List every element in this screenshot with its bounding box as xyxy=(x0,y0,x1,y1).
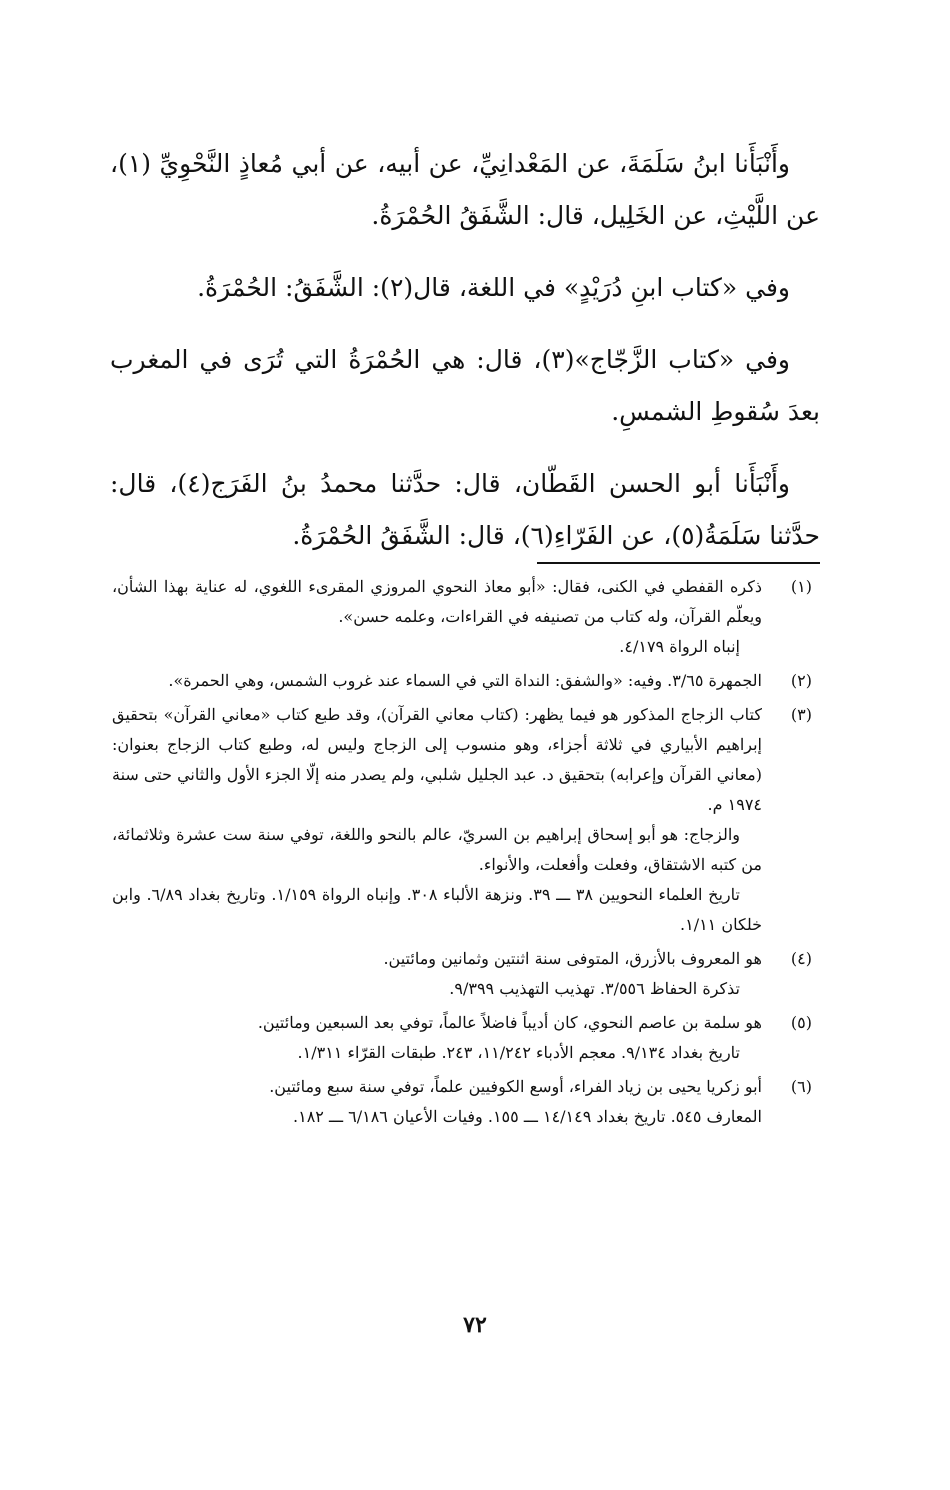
footnote-4 xyxy=(112,944,820,1004)
footnote-separator xyxy=(537,562,820,564)
paragraph-4: وأَنْبَأَنا أبو الحسن القَطّان، قال: حدَّثنا محمدُ بنُ الفَرَج(٤)، قال: حدَّثنا سَلَمَةُ(٥)، عن الفَرّاءِ(٦)، قال: الشَّفَقُ الحُمْرَةُ. xyxy=(110,469,820,550)
footnote-body xyxy=(112,944,762,1004)
footnote-text: كتاب الزجاج المذكور هو فيما يظهر: (كتاب معاني القرآن)، وقد طبع كتاب «معاني القرآن» بتحقيق إبراهيم الأبياري في ثلاثة أجزاء، وهو منسوب إلى الزجاج وليس له، وطبع كتاب الزجاج بعنوان: (معاني القرآن وإعرابه) بتحقيق د. عبد الجليل شلبي، ولم يصدر منه إلّا الجزء الأول والثاني حتى سنة ١٩٧٤ م. xyxy=(112,705,762,814)
main-text xyxy=(110,138,820,582)
footnote-text: والزجاج: هو أبو إسحاق إبراهيم بن السريّ، عالم بالنحو واللغة، توفي سنة ست عشرة وثلاثمائة، من كتبه الاشتقاق، وفعلت وأفعلت، والأنواء. xyxy=(112,825,762,874)
footnote-text: ذكره القفطي في الكنى، فقال: «أبو معاذ النحوي المروزي المقرىء اللغوي، له عناية بهذا الشأن، ويعلّم القرآن، وله كتاب من تصنيفه في القراءات، وعلمه حسن». xyxy=(112,577,762,626)
footnote-body xyxy=(112,1072,762,1132)
footnote-5 xyxy=(112,1008,820,1068)
footnote-text: هو سلمة بن عاصم النحوي، كان أديباً فاضلاً عالماً، توفي بعد السبعين ومائتين. xyxy=(257,1013,762,1032)
footnote-number: (٥) xyxy=(790,1013,812,1032)
page-number: ٧٢ xyxy=(463,1312,487,1338)
footnote-3 xyxy=(112,700,820,940)
footnote-number: (٦) xyxy=(790,1077,812,1096)
footnote-reference: المعارف ٥٤٥. تاريخ بغداد ١٤/١٤٩ ـــ ١٥٥. وفيات الأعيان ٦/١٨٦ ـــ ١٨٢. xyxy=(293,1107,762,1126)
footnote-body xyxy=(112,572,762,662)
footnote-1 xyxy=(112,572,820,662)
footnote-text: الجمهرة ٣/٦٥. وفيه: «والشفق: النداة التي في السماء عند غروب الشمس، وهي الحمرة». xyxy=(168,671,762,690)
footnote-body xyxy=(112,700,762,940)
footnote-text: هو المعروف بالأزرق، المتوفى سنة اثنتين وثمانين ومائتين. xyxy=(383,949,762,968)
footnote-body xyxy=(112,1008,762,1068)
footnote-reference: تاريخ بغداد ٩/١٣٤. معجم الأدباء ١١/٢٤٢، ٢٤٣. طبقات القرّاء ١/٣١١. xyxy=(297,1043,740,1062)
footnotes xyxy=(112,572,820,1136)
footnote-text: أبو زكريا يحيى بن زياد الفراء، أوسع الكوفيين علماً، توفي سنة سبع ومائتين. xyxy=(269,1077,762,1096)
footnote-number: (٣) xyxy=(790,705,812,724)
footnote-number: (٤) xyxy=(790,949,812,968)
footnote-number: (١) xyxy=(790,577,812,596)
footnote-number: (٢) xyxy=(790,671,812,690)
footnote-reference: إنباه الرواة ٤/١٧٩. xyxy=(619,637,740,656)
footnote-reference: تذكرة الحفاظ ٣/٥٥٦. تهذيب التهذيب ٩/٣٩٩. xyxy=(449,979,740,998)
footnote-2 xyxy=(112,666,820,696)
paragraph-2: وفي «كتاب ابنِ دُرَيْدٍ» في اللغة، قال(٢): الشَّفَقُ: الحُمْرَةُ. xyxy=(197,273,790,302)
footnote-reference: تاريخ العلماء النحويين ٣٨ ـــ ٣٩. ونزهة الألباء ٣٠٨. وإنباه الرواة ١/١٥٩. وتاريخ بغداد ٦/٨٩. وابن خلكان ١/١١. xyxy=(112,885,762,934)
paragraph-1: وأَنْبَأَنا ابنُ سَلَمَةَ، عن المَعْدانِيِّ، عن أبيه، عن أبي مُعاذٍ النَّحْوِيِّ (١)، عن اللَّيْثِ، عن الخَلِيل، قال: الشَّفَقُ الحُمْرَةُ. xyxy=(110,149,820,230)
paragraph-3: وفي «كتاب الزَّجّاج»(٣)، قال: هي الحُمْرَةُ التي تُرَى في المغرب بعدَ سُقوطِ الشمسِ. xyxy=(110,345,820,426)
footnote-body xyxy=(112,666,762,696)
footnote-6 xyxy=(112,1072,820,1132)
